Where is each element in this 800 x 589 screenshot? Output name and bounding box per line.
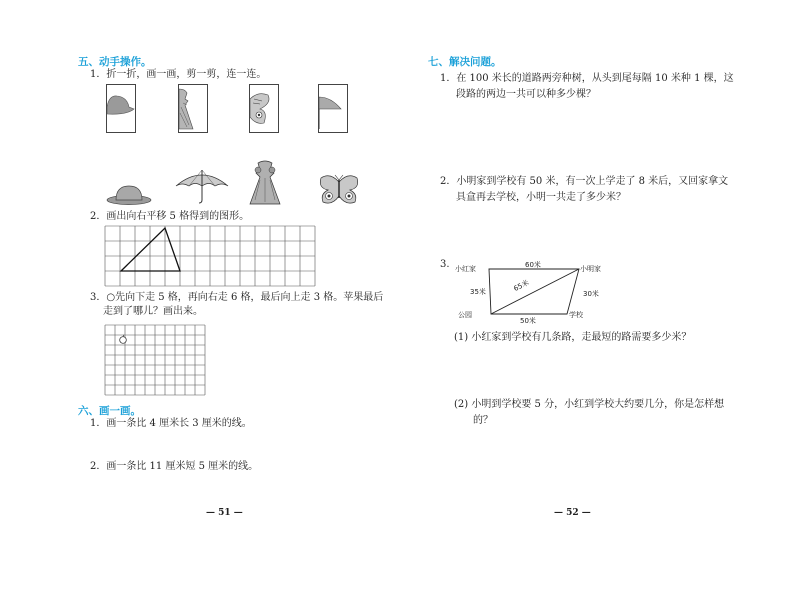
half-butterfly-panel [249,84,279,133]
question-5-2: 2．画出向右平移 5 格得到的图形。 [90,211,250,222]
half-umbrella-icon [319,85,347,132]
question-7-3-number: 3. [440,259,450,270]
question-6-2: 2．画一条比 11 厘米短 5 厘米的线。 [90,461,259,472]
section-seven-title: 七、解决问题。 [428,56,502,68]
question-7-2-line1: 2．小明家到学校有 50 米，有一次上学走了 8 米后，又回家拿文 [440,176,729,187]
question-7-3-1: (1) 小红家到学校有几条路，走最短的路需要多少米？ [454,332,692,343]
question-7-2-line2: 具盒再去学校，小明一共走了多少米？ [456,192,626,203]
apple-icon [120,335,127,344]
xiaoming-home-label: 小明家 [580,265,601,273]
umbrella-icon [174,168,230,204]
question-7-3-2-line2: 的？ [473,415,493,426]
left-distance-label: 35米 [470,288,486,296]
half-butterfly-icon [250,85,278,132]
xiaohong-home-label: 小红家 [455,265,476,273]
half-umbrella-panel [318,84,348,133]
apple-grid[interactable] [105,325,211,395]
question-5-1: 1．折一折，画一画，剪一剪，连一连。 [90,69,267,80]
diagonal-distance-label: 65米 [512,278,531,294]
bottom-distance-label: 50米 [520,317,536,325]
butterfly-icon [318,174,360,206]
hat-icon [106,182,152,206]
section-six-title: 六、画一画。 [78,405,141,417]
question-7-1-line2: 段路的两边一共可以种多少棵？ [456,89,596,100]
top-distance-label: 60米 [525,261,541,269]
school-label: 学校 [569,311,583,319]
question-5-3-line1: 3．○先向下走 5 格，再向右走 6 格，最后向上走 3 格。苹果最后 [90,292,384,303]
triangle-shape [121,228,180,271]
question-7-1-line1: 1．在 100 米长的道路两旁种树，从头到尾每隔 10 米种 1 棵，这 [440,73,734,84]
question-5-3-line2: 走到了哪儿？画出来。 [103,306,203,317]
question-7-3-2-line1: (2) 小明到学校要 5 分，小红到学校大约要几分，你是怎样想 [454,399,725,410]
page-number-right: — 52 — [554,508,591,518]
translation-grid[interactable] [105,226,317,286]
park-label: 公园 [458,311,472,319]
dress-icon [246,160,284,206]
half-hat-panel [106,84,136,133]
half-dress-panel [178,84,208,133]
page-number-left: — 51 — [206,508,243,518]
half-hat-icon [107,85,135,132]
section-five-title: 五、动手操作。 [78,56,152,68]
diagonal-route [491,269,579,314]
question-6-1: 1．画一条比 4 厘米长 3 厘米的线。 [90,418,252,429]
right-distance-label: 30米 [583,290,599,298]
half-dress-icon [179,85,207,132]
